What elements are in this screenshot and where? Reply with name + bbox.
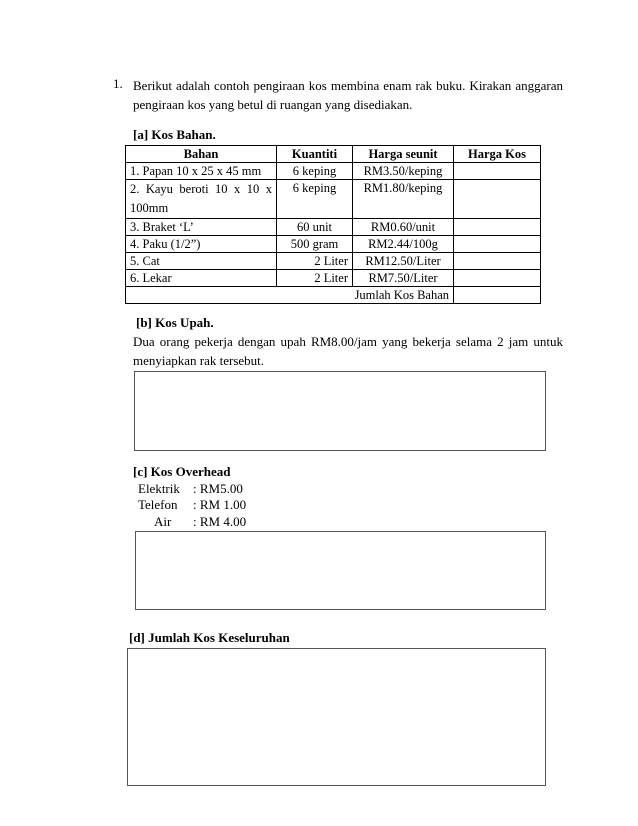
cell-harga-kos-input[interactable]	[454, 270, 541, 287]
cell-kuantiti: 2 Liter	[277, 270, 353, 287]
table-row	[126, 270, 541, 287]
overhead-value: : RM 4.00	[193, 514, 247, 529]
table-row	[126, 219, 541, 236]
table-row	[126, 180, 541, 219]
table-total-row	[126, 287, 541, 304]
overhead-item-telefon	[138, 497, 246, 513]
cell-harga-kos-input[interactable]	[454, 163, 541, 180]
question-text-line-1: Berikut adalah contoh pengiraan kos membina enam rak buku. Kirakan anggaran	[133, 78, 563, 93]
section-d-title: [d] Jumlah Kos Keseluruhan	[129, 630, 290, 645]
header-harga-seunit: Harga seunit	[353, 146, 454, 163]
cell-kuantiti: 2 Liter	[277, 253, 353, 270]
cell-kuantiti: 60 unit	[277, 219, 353, 236]
section-b-text-line-2: menyiapkan rak tersebut.	[133, 353, 265, 368]
overhead-value: : RM 1.00	[193, 497, 247, 512]
cell-harga-kos-input[interactable]	[454, 180, 541, 219]
cell-harga-seunit: RM7.50/Liter	[353, 270, 454, 287]
cell-bahan: 5. Cat	[126, 253, 277, 270]
kos-upah-answer-box[interactable]	[134, 371, 546, 451]
table-header-row	[126, 146, 541, 163]
cell-kuantiti: 6 keping	[277, 163, 353, 180]
cell-bahan-line-2: 100mm	[130, 201, 169, 215]
kos-overhead-answer-box[interactable]	[135, 531, 546, 610]
cell-bahan: 3. Braket ‘L’	[126, 219, 277, 236]
cell-bahan: 4. Paku (1/2”)	[126, 236, 277, 253]
total-harga-kos-input[interactable]	[454, 287, 541, 304]
cell-harga-seunit: RM12.50/Liter	[353, 253, 454, 270]
overhead-label: Air	[154, 514, 172, 529]
cell-harga-seunit: RM2.44/100g	[353, 236, 454, 253]
cell-harga-seunit: RM1.80/keping	[353, 180, 454, 219]
cell-kuantiti: 6 keping	[277, 180, 353, 219]
cell-harga-seunit: RM3.50/keping	[353, 163, 454, 180]
question-text-line-2: pengiraan kos yang betul di ruangan yang disediakan.	[133, 97, 413, 112]
table-row	[126, 253, 541, 270]
header-kuantiti: Kuantiti	[277, 146, 353, 163]
table-row	[126, 163, 541, 180]
question-text	[133, 76, 563, 114]
cell-kuantiti: 500 gram	[277, 236, 353, 253]
cell-bahan: 1. Papan 10 x 25 x 45 mm	[126, 163, 277, 180]
cell-harga-kos-input[interactable]	[454, 253, 541, 270]
overhead-value: : RM5.00	[193, 481, 243, 496]
cell-bahan-line-1: 2. Kayu beroti 10 x 10 x	[130, 182, 272, 196]
table-row	[126, 236, 541, 253]
section-b-title: [b] Kos Upah.	[136, 315, 214, 330]
section-c-title: [c] Kos Overhead	[133, 464, 231, 479]
overhead-item-elektrik	[138, 481, 243, 497]
section-a-title: [a] Kos Bahan.	[133, 127, 216, 142]
overhead-label: Elektrik	[138, 481, 180, 496]
question-number: 1.	[113, 76, 123, 91]
cell-harga-kos-input[interactable]	[454, 219, 541, 236]
cell-bahan: 6. Lekar	[126, 270, 277, 287]
total-label: Jumlah Kos Bahan	[126, 287, 454, 304]
cell-bahan	[126, 180, 277, 219]
section-b-text	[133, 332, 563, 370]
cell-harga-seunit: RM0.60/unit	[353, 219, 454, 236]
overhead-label: Telefon	[138, 497, 178, 512]
overhead-item-air	[154, 514, 246, 530]
section-b-text-line-1: Dua orang pekerja dengan upah RM8.00/jam yang bekerja selama 2 jam untuk	[133, 334, 563, 349]
jumlah-kos-answer-box[interactable]	[127, 648, 546, 786]
header-bahan: Bahan	[126, 146, 277, 163]
header-harga-kos: Harga Kos	[454, 146, 541, 163]
cell-harga-kos-input[interactable]	[454, 236, 541, 253]
kos-bahan-table	[125, 145, 541, 304]
